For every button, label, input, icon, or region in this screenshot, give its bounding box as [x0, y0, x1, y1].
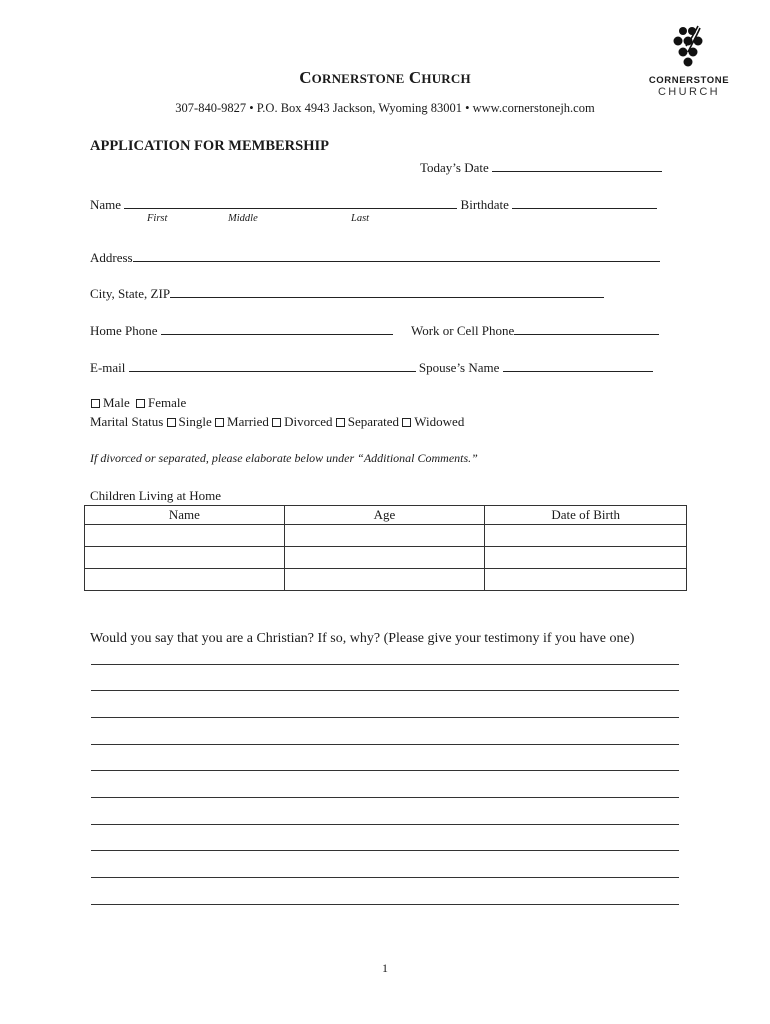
todays-date-row — [420, 158, 662, 176]
todays-date-field[interactable] — [492, 158, 662, 172]
work-phone-label: Work or Cell Phone — [411, 323, 515, 338]
name-sub-first: First — [147, 213, 168, 224]
single-checkbox[interactable] — [167, 418, 176, 427]
testimony-question: Would you say that you are a Christian? If so, why? (Please give your testimony if you have one) — [90, 631, 635, 646]
table-row — [85, 525, 687, 547]
city-field[interactable] — [170, 284, 604, 298]
separated-checkbox[interactable] — [336, 418, 345, 427]
testimony-line[interactable] — [91, 717, 679, 718]
logo-wordmark-top: CORNERSTONE — [648, 75, 730, 86]
name-sub-middle: Middle — [228, 213, 258, 224]
address-label: Address — [90, 250, 133, 265]
email-row — [90, 358, 653, 376]
home-phone-field[interactable] — [161, 321, 393, 335]
table-row — [85, 569, 687, 591]
form-heading: APPLICATION FOR MEMBERSHIP — [90, 138, 329, 154]
testimony-line[interactable] — [91, 824, 679, 825]
marital-row — [90, 414, 464, 430]
widowed-checkbox[interactable] — [402, 418, 411, 427]
spouse-label: Spouse’s Name — [418, 360, 500, 375]
address-field[interactable] — [133, 248, 660, 262]
name-field[interactable] — [124, 195, 457, 209]
male-label: Male — [103, 395, 130, 410]
child-age-cell[interactable] — [284, 547, 485, 569]
grape-cluster-icon — [648, 22, 730, 74]
testimony-line[interactable] — [91, 690, 679, 691]
table-header-row — [85, 506, 687, 525]
column-header-dob: Date of Birth — [485, 506, 687, 525]
widowed-label: Widowed — [414, 414, 465, 429]
email-field[interactable] — [129, 358, 416, 372]
child-name-cell[interactable] — [85, 547, 285, 569]
female-checkbox[interactable] — [136, 399, 145, 408]
gender-row — [91, 395, 186, 411]
divorced-checkbox[interactable] — [272, 418, 281, 427]
column-header-age: Age — [284, 506, 485, 525]
table-row — [85, 547, 687, 569]
todays-date-label: Today’s Date — [420, 160, 489, 175]
separated-label: Separated — [347, 414, 400, 429]
child-age-cell[interactable] — [284, 525, 485, 547]
male-checkbox[interactable] — [91, 399, 100, 408]
work-phone-field[interactable] — [514, 321, 659, 335]
married-checkbox[interactable] — [215, 418, 224, 427]
testimony-line[interactable] — [91, 664, 679, 665]
name-sub-last: Last — [351, 213, 370, 224]
work-phone-row — [411, 321, 659, 339]
birthdate-field[interactable] — [512, 195, 657, 209]
testimony-line[interactable] — [91, 850, 679, 851]
child-dob-cell[interactable] — [485, 525, 687, 547]
children-label: Children Living at Home — [90, 488, 222, 503]
home-phone-label: Home Phone — [90, 323, 158, 338]
church-logo — [648, 22, 730, 100]
birthdate-label: Birthdate — [460, 197, 509, 212]
phone-row — [90, 321, 393, 339]
email-label: E-mail — [90, 360, 126, 375]
column-header-name: Name — [85, 506, 285, 525]
logo-wordmark-bottom: CHURCH — [657, 86, 721, 98]
testimony-line[interactable] — [91, 904, 679, 905]
child-age-cell[interactable] — [284, 569, 485, 591]
divorce-note: If divorced or separated, please elaborate below under “Additional Comments.” — [90, 451, 478, 465]
testimony-line[interactable] — [91, 877, 679, 878]
testimony-line[interactable] — [91, 744, 679, 745]
contact-line: 307-840-9827 • P.O. Box 4943 Jackson, Wyoming 83001 • www.cornerstonejh.com — [175, 101, 595, 115]
divorced-label: Divorced — [284, 414, 333, 429]
testimony-line[interactable] — [91, 770, 679, 771]
church-title: CORNERSTONE CHURCH — [299, 68, 471, 87]
child-name-cell[interactable] — [85, 525, 285, 547]
child-name-cell[interactable] — [85, 569, 285, 591]
address-row — [90, 248, 660, 266]
female-label: Female — [147, 395, 187, 410]
children-table — [84, 505, 687, 591]
city-label: City, State, ZIP — [90, 286, 171, 301]
child-dob-cell[interactable] — [485, 547, 687, 569]
spouse-field[interactable] — [503, 358, 653, 372]
testimony-line[interactable] — [91, 797, 679, 798]
single-label: Single — [178, 414, 212, 429]
name-row — [90, 195, 657, 213]
name-label: Name — [90, 197, 122, 212]
married-label: Married — [227, 414, 269, 429]
child-dob-cell[interactable] — [485, 569, 687, 591]
page-number: 1 — [382, 961, 388, 975]
city-row — [90, 284, 604, 302]
marital-label: Marital Status — [90, 414, 164, 429]
